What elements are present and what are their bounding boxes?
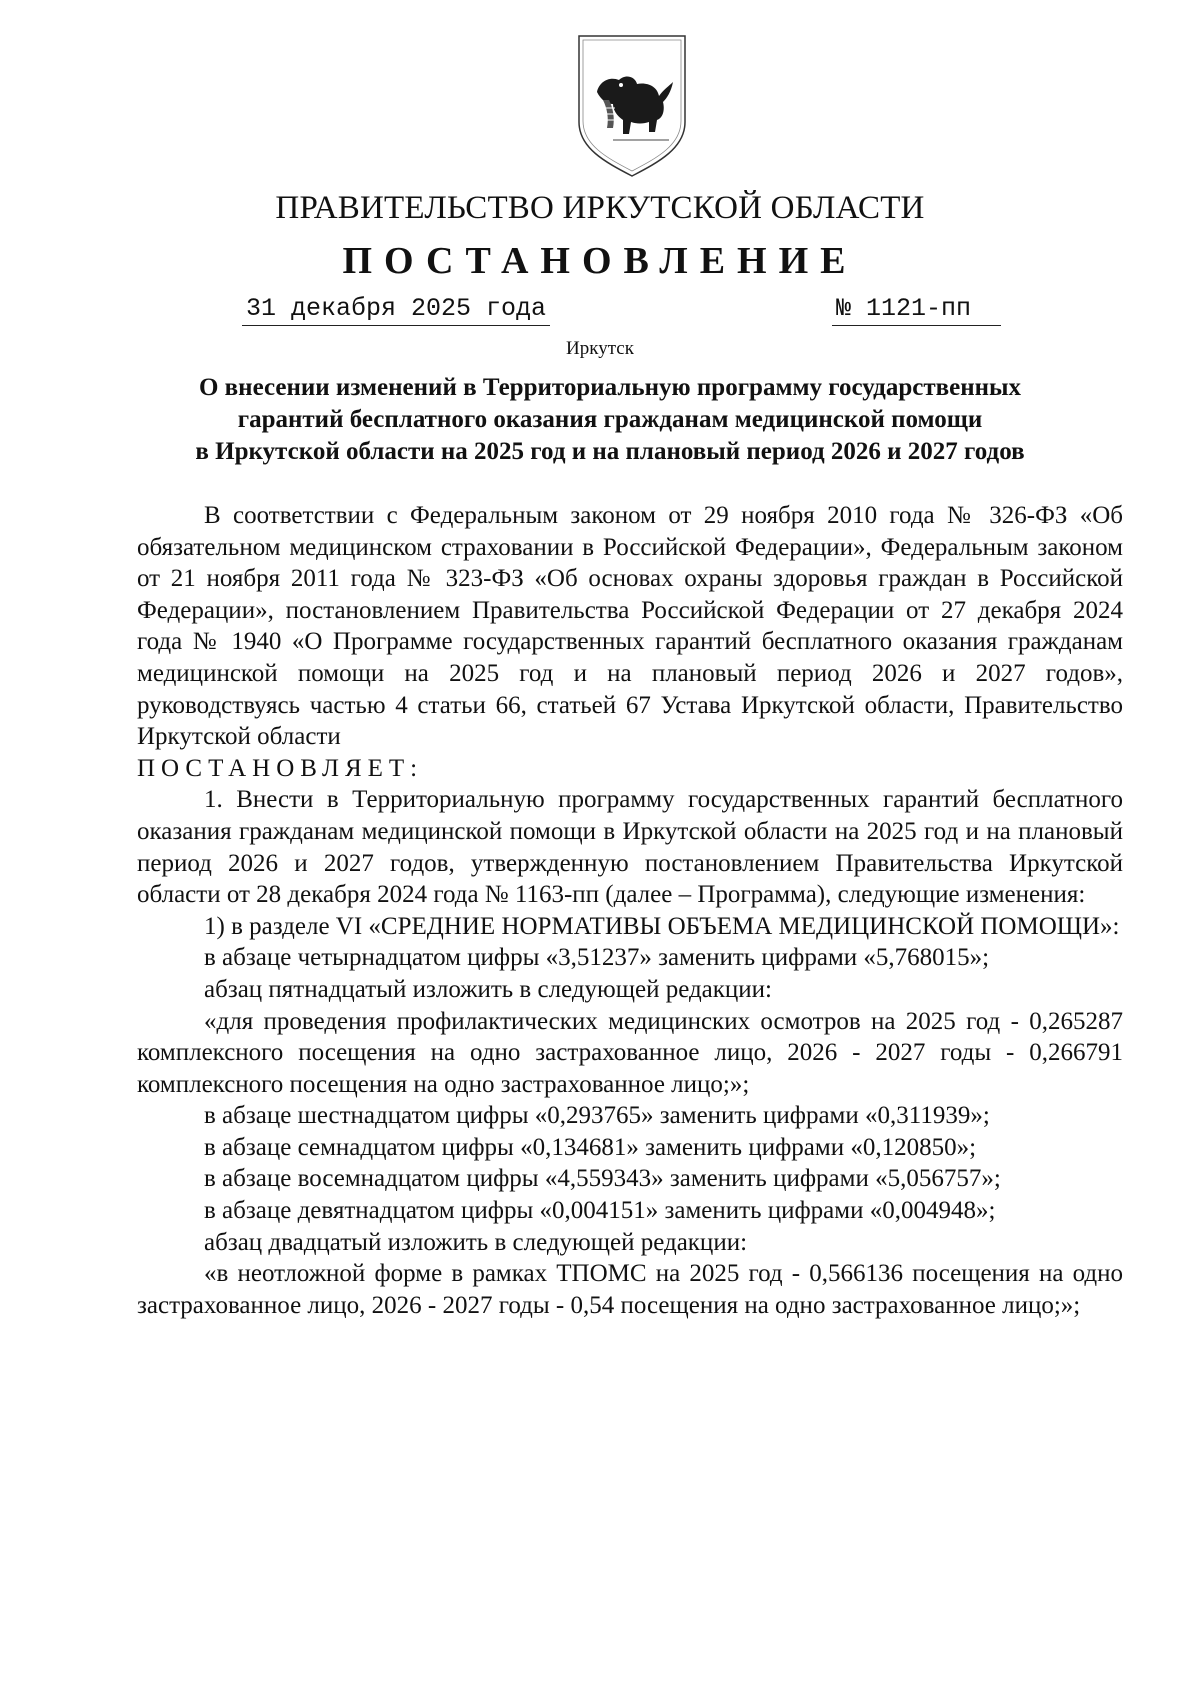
irkutsk-coat-of-arms-icon bbox=[573, 30, 691, 180]
paragraph-15-text: «для проведения профилактических медицинских осмотров на 2025 год - 0,265287 комплексного посещения на одно застрахованное лицо, 2026 - 2027 годы - 0,266791 комплексного посещения на одно застрахованное лицо;»; bbox=[137, 1007, 1123, 1098]
document-number: № 1121-пп bbox=[832, 294, 1001, 326]
title-line-2: гарантий бесплатного оказания гражданам медицинской помощи bbox=[237, 406, 983, 433]
paragraph-18-change: в абзаце восемнадцатом цифры «4,559343» заменить цифрами «5,056757»; bbox=[204, 1165, 1001, 1193]
document-title bbox=[130, 372, 1090, 468]
paragraph-14-change: в абзаце четырнадцатом цифры «3,51237» заменить цифрами «5,768015»; bbox=[204, 944, 990, 972]
paragraph-16-change: в абзаце шестнадцатом цифры «0,293765» заменить цифрами «0,311939»; bbox=[204, 1102, 990, 1130]
government-name: ПРАВИТЕЛЬСТВО ИРКУТСКОЙ ОБЛАСТИ bbox=[275, 190, 925, 226]
item-1-paragraph: 1. Внести в Территориальную программу государственных гарантий бесплатного оказания гражданам медицинской помощи в Иркутской области на 2025 год и на плановый период 2026 и 2027 годов, утвержденную постановлением Правительства Иркутской области от 28 декабря 2024 года № 1163-пп (далее – Программа), следующие изменения: bbox=[137, 786, 1123, 909]
document-body bbox=[137, 500, 1123, 1321]
paragraph-20-text: «в неотложной форме в рамках ТПОМС на 2025 год - 0,566136 посещения на одно застрахованное лицо, 2026 - 2027 годы - 0,54 посещения на одно застрахованное лицо;»; bbox=[137, 1260, 1123, 1319]
preamble-paragraph: В соответствии с Федеральным законом от 29 ноября 2010 года № 326-ФЗ «Об обязательном медицинском страховании в Российской Федерации», Федеральным законом от 21 ноября 2011 года № 323-ФЗ «Об основах охраны здоровья граждан в Российской Федерации», постановлением Правительства Российской Федерации от 27 декабря 2024 года № 1940 «О Программе государственных гарантий бесплатного оказания гражданам медицинской помощи на 2025 год и на плановый период 2026 и 2027 годов», руководствуясь частью 4 статьи 66, статьей 67 Устава Иркутской области, Правительство Иркутской области bbox=[137, 502, 1123, 751]
subitem-1-paragraph: 1) в разделе VI «СРЕДНИЕ НОРМАТИВЫ ОБЪЕМА МЕДИЦИНСКОЙ ПОМОЩИ»: bbox=[204, 912, 1120, 940]
title-line-3: в Иркутской области на 2025 год и на плановый период 2026 и 2027 годов bbox=[195, 438, 1025, 465]
paragraph-19-change: в абзаце девятнадцатом цифры «0,004151» заменить цифрами «0,004948»; bbox=[204, 1197, 996, 1225]
title-line-1: О внесении изменений в Территориальную программу государственных bbox=[198, 374, 1022, 401]
document-type: ПОСТАНОВЛЕНИЕ bbox=[342, 240, 858, 282]
document-date: 31 декабря 2025 года bbox=[242, 294, 550, 326]
paragraph-15-intro: абзац пятнадцатый изложить в следующей редакции: bbox=[204, 975, 773, 1003]
document-city: Иркутск bbox=[566, 338, 634, 359]
paragraph-20-intro: абзац двадцатый изложить в следующей редакции: bbox=[204, 1228, 748, 1256]
paragraph-17-change: в абзаце семнадцатом цифры «0,134681» заменить цифрами «0,120850»; bbox=[204, 1133, 977, 1161]
resolves-heading: ПОСТАНОВЛЯЕТ: bbox=[137, 754, 424, 782]
